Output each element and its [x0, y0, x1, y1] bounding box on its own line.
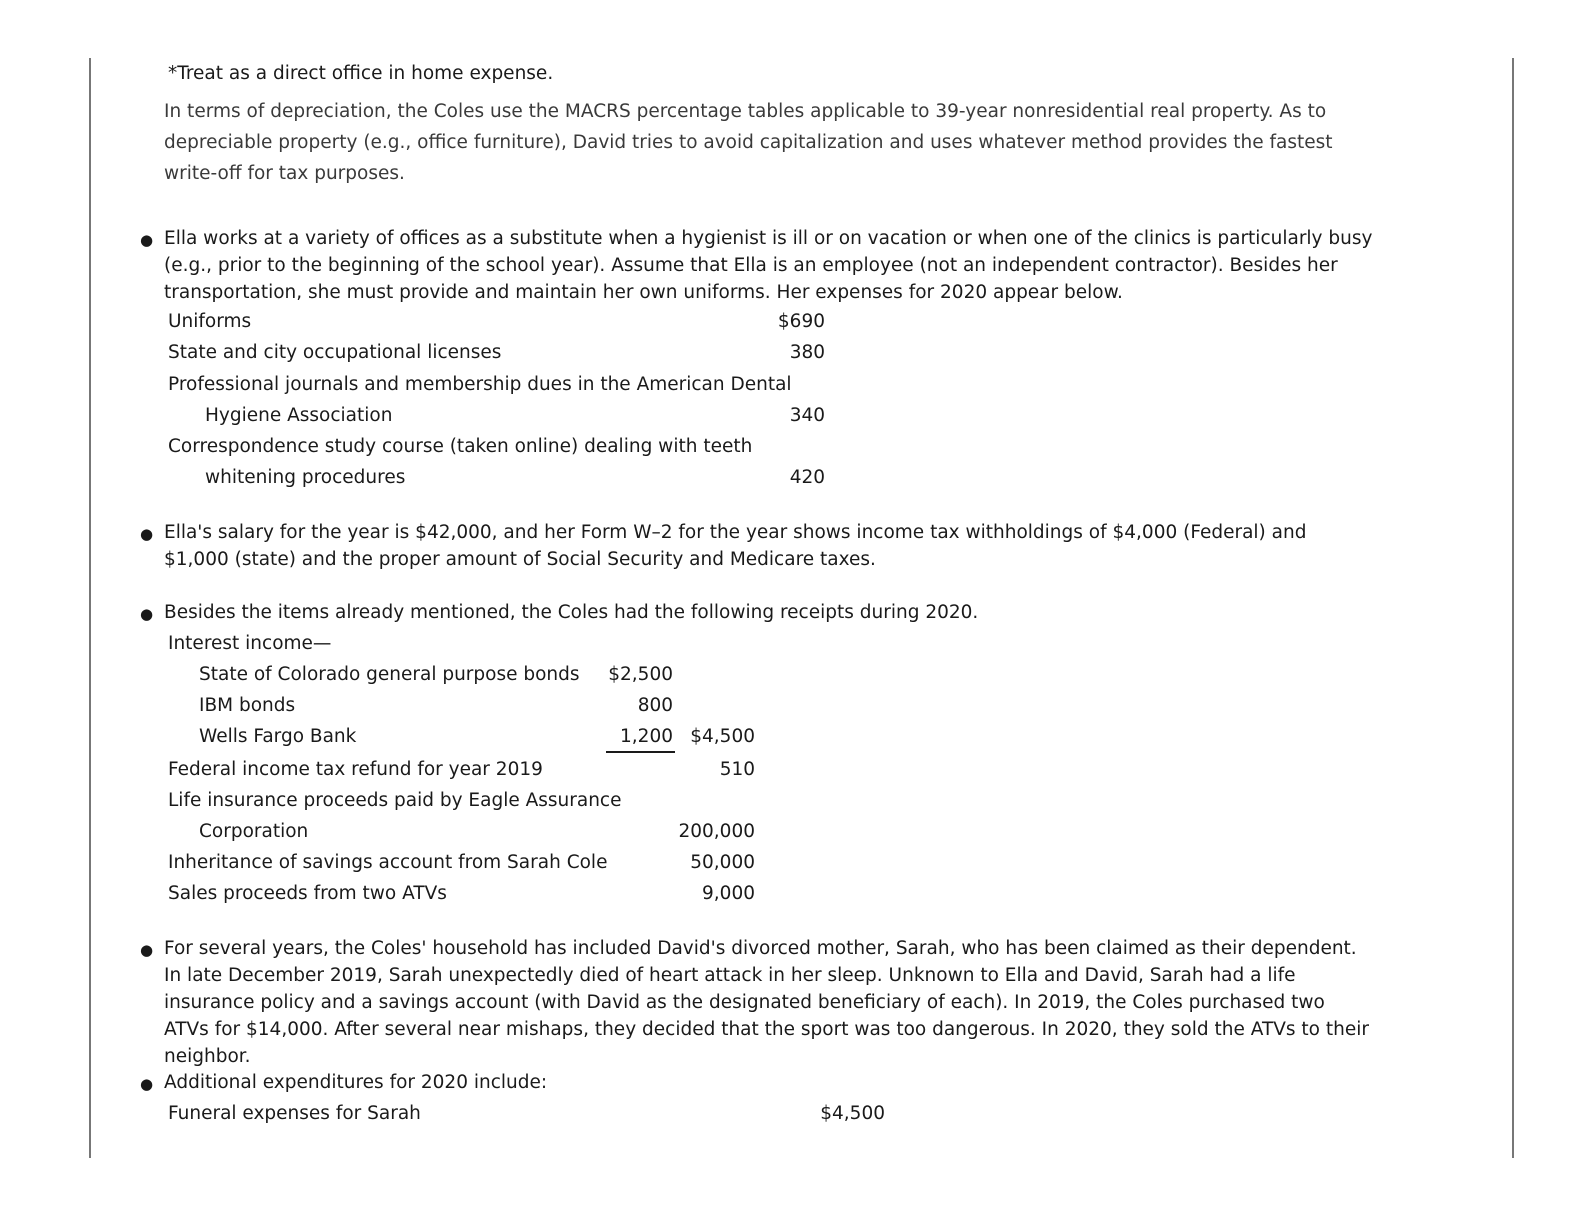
interest-total-amount: $4,500	[690, 726, 755, 747]
left-border	[89, 58, 91, 1158]
tax-refund-amount: 510	[719, 759, 755, 780]
bullet-marker: ●	[140, 231, 154, 249]
licenses-label: State and city occupational licenses	[168, 342, 502, 363]
ibm-bonds-amount: 800	[637, 695, 673, 716]
ibm-bonds-label: IBM bonds	[199, 695, 296, 716]
wells-fargo-label: Wells Fargo Bank	[199, 726, 357, 747]
tax-refund-label: Federal income tax refund for year 2019	[168, 759, 543, 780]
inheritance-amount: 50,000	[690, 852, 755, 873]
bullet-additional: Additional expenditures for 2020 include:	[164, 1072, 548, 1093]
course-label-line1: Correspondence study course (taken online) dealing with teeth	[168, 436, 753, 457]
footnote: *Treat as a direct office in home expense.	[168, 63, 554, 84]
bullet-marker: ●	[140, 1075, 154, 1093]
subtotal-underline	[606, 751, 675, 753]
wells-fargo-amount: 1,200	[620, 726, 673, 747]
atv-sales-label: Sales proceeds from two ATVs	[168, 883, 447, 904]
funeral-amount: $4,500	[820, 1103, 885, 1124]
bullet-salary: Ella's salary for the year is $42,000, and her Form W–2 for the year shows income tax withholdings of $4,000 (Federal) and $1,000 (state) and the proper amount of Social Security and Medicare taxes.	[164, 522, 1307, 570]
bullet-marker: ●	[140, 605, 154, 623]
bullet-marker: ●	[140, 525, 154, 543]
course-label-line2: whitening procedures	[205, 467, 406, 488]
funeral-label: Funeral expenses for Sarah	[168, 1103, 421, 1124]
colorado-bonds-amount: $2,500	[608, 664, 673, 685]
bullet-receipts: Besides the items already mentioned, the Coles had the following receipts during 2020.	[164, 602, 979, 623]
life-insurance-label-line1: Life insurance proceeds paid by Eagle Assurance	[168, 790, 622, 811]
bullet-ella-work: Ella works at a variety of offices as a substitute when a hygienist is ill or on vacation or when one of the clinics is particularly busy (e.g., prior to the beginning of the school year). Assume that Ella is an employee (not an independent contractor). Besides her transportation, she must provide and maintain her own uniforms. Her expenses for 2020 appear below.	[164, 228, 1373, 303]
uniforms-amount: $690	[777, 311, 825, 332]
interest-income-label: Interest income—	[168, 633, 332, 654]
atv-sales-amount: 9,000	[702, 883, 755, 904]
life-insurance-amount: 200,000	[678, 821, 755, 842]
journals-amount: 340	[789, 405, 825, 426]
right-border	[1512, 58, 1514, 1158]
life-insurance-label-line2: Corporation	[199, 821, 309, 842]
course-amount: 420	[789, 467, 825, 488]
licenses-amount: 380	[789, 342, 825, 363]
bullet-marker: ●	[140, 941, 154, 959]
uniforms-label: Uniforms	[168, 311, 252, 332]
colorado-bonds-label: State of Colorado general purpose bonds	[199, 664, 580, 685]
journals-label-line2: Hygiene Association	[205, 405, 393, 426]
journals-label-line1: Professional journals and membership dues in the American Dental	[168, 374, 792, 395]
depreciation-paragraph: In terms of depreciation, the Coles use the MACRS percentage tables applicable to 39-year nonresidential real property. As to depreciable property (e.g., office furniture), David tries to avoid capitalization and uses whatever method provides the fastest write-off for tax purposes.	[164, 101, 1333, 184]
bullet-sarah: For several years, the Coles' household has included David's divorced mother, Sarah, who has been claimed as their dependent. In late December 2019, Sarah unexpectedly died of heart attack in her sleep. Unknown to Ella and David, Sarah had a life insurance policy and a savings account (with David as the designated beneficiary of each). In 2019, the Coles purchased two ATVs for $14,000. After several near mishaps, they decided that the sport was too dangerous. In 2020, they sold the ATVs to their neighbor.	[164, 938, 1369, 1067]
inheritance-label: Inheritance of savings account from Sarah Cole	[168, 852, 608, 873]
